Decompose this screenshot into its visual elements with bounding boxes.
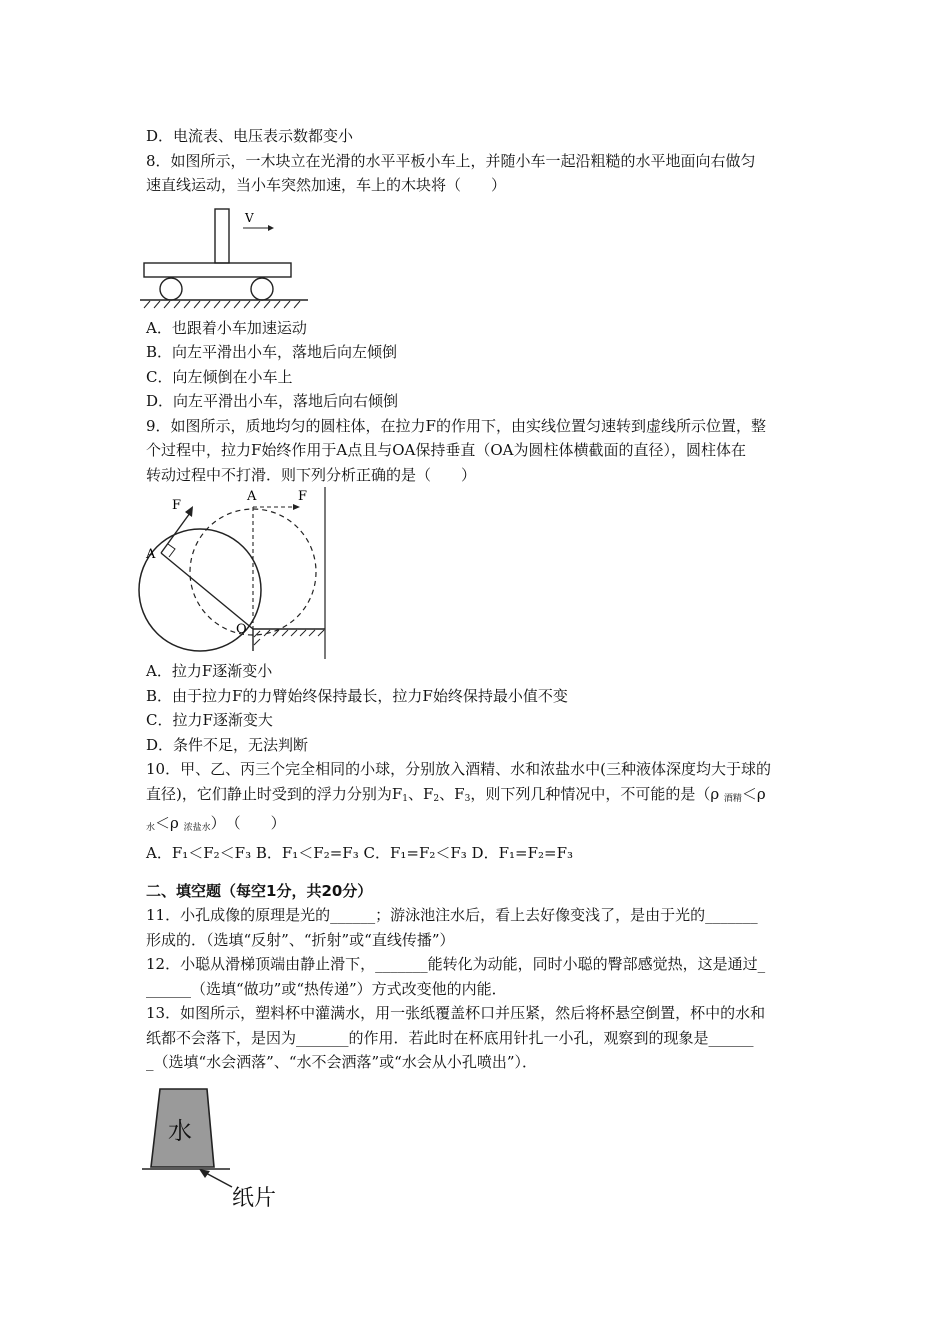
label-a-left: A <box>146 547 156 562</box>
q8-option-d: D．向左平滑出小车，落地后向右倾倒 <box>146 392 399 410</box>
sub-3: 3 <box>464 793 471 804</box>
q13-cup-figure <box>142 1083 312 1213</box>
sub-2: 2 <box>433 793 440 804</box>
sub-1: 1 <box>402 793 408 804</box>
q9-option-d: D．条件不足，无法判断 <box>146 735 309 754</box>
sub-alcohol: 酒精 <box>723 793 742 804</box>
label-a-top: A <box>247 489 257 504</box>
cart-wheel-right <box>251 278 273 300</box>
question-9 <box>146 414 810 758</box>
q9-option-c: C．拉力F逐渐变大 <box>146 711 273 729</box>
q10-options: A．F₁＜F₂＜F₃ B．F₁＜F₂=F₃ C．F₁=F₂＜F₃ D．F₁=F₂=F₃ <box>146 843 573 862</box>
label-f-top: F <box>298 489 308 504</box>
lt-rho: ＜ρ <box>741 784 766 803</box>
q9-stem-line-3: 转动过程中不打滑．则下列分析正确的是（ ） <box>146 465 477 484</box>
ground-hatching <box>144 301 300 308</box>
paper-pointer-line <box>204 1172 232 1187</box>
dashed-force-arrow-head <box>293 504 300 510</box>
q11-line-1: 11．小孔成像的原理是光的______；游泳池注水后，看上去好像变浅了，是由于光的_______ <box>146 906 758 924</box>
q7-option-d: D．电流表、电压表示数都变小 <box>146 127 354 145</box>
paper-label: 纸片 <box>232 1185 277 1211</box>
question-10 <box>146 757 810 865</box>
q8-stem-line-2: 速直线运动，当小车突然加速，车上的木块将（ ） <box>146 176 507 194</box>
step-hatching <box>254 630 324 645</box>
sub-brine: 浓盐水 <box>183 823 211 833</box>
cart-wheel-left <box>160 278 182 300</box>
q11-line-2: 形成的．（选填“反射”、“折射”或“直线传播”） <box>146 930 455 949</box>
q8-stem-line-1: 8．如图所示，一木块立在光滑的水平平板小车上，并随小车一起沿粗糙的水平地面向右做匀 <box>146 151 756 170</box>
q9-stem-line-2: 个过程中，拉力F始终作用于A点且与OA保持垂直（OA为圆柱体横截面的直径），圆柱体在 <box>146 441 747 459</box>
label-f-left: F <box>172 498 182 513</box>
q10-stem-line-3-end: ） （ ） <box>210 814 286 832</box>
exam-page <box>146 124 810 1213</box>
q13-line-3: _（选填“水会洒落”、“水不会洒落”或“水会从小孔喷出”）． <box>146 1053 538 1071</box>
label-o: O <box>236 622 247 637</box>
question-12 <box>146 952 810 1001</box>
sep-2: 、F <box>439 784 465 803</box>
q10-stem-line-2-text: 直径)，它们静止时受到的浮力分别为F <box>146 784 403 803</box>
q8-cart-figure <box>140 204 340 316</box>
q10-stem-line-1: 10．甲、乙、丙三个完全相同的小球，分别放入酒精、水和浓盐水中(三种液体深度均大于球的 <box>146 760 771 778</box>
section-2-title: 二、填空题（每空1分，共20分） <box>146 882 373 900</box>
q9-option-b: B．由于拉力F的力臂始终保持最长，拉力F始终保持最小值不变 <box>146 686 568 705</box>
q8-option-a: A．也跟着小车加速运动 <box>146 318 307 337</box>
sep-1: 、F <box>408 784 434 803</box>
q9-cylinder-figure <box>138 487 338 659</box>
q8-option-c: C．向左倾倒在小车上 <box>146 367 293 386</box>
q9-stem-line-1: 9．如图所示，质地均匀的圆柱体，在拉力F的作用下，由实线位置匀速转到虚线所示位置，整 <box>146 416 766 435</box>
q12-line-1: 12．小聪从滑梯顶端由静止滑下，_______能转化为动能，同时小聪的臀部感觉热，这是通过_ <box>146 955 766 973</box>
lt-rho-2: ＜ρ <box>155 814 184 832</box>
q10-stem-line-3 <box>146 811 810 841</box>
q9-option-a: A．拉力F逐渐变小 <box>146 662 273 680</box>
cart-board <box>144 263 291 277</box>
velocity-label: V <box>245 210 254 225</box>
question-13 <box>146 1001 810 1213</box>
wood-block <box>215 209 229 263</box>
velocity-arrow-head <box>268 225 274 231</box>
sub-water: 水 <box>146 823 156 833</box>
q13-line-2: 纸都不会落下，是因为_______的作用．若此时在杯底用针扎一小孔，观察到的现象是______ <box>146 1028 754 1047</box>
q10-stem-line-2-end: ，则下列几种情况中，不可能的是（ρ <box>470 784 724 803</box>
right-angle-mark <box>168 544 175 557</box>
q10-stem-line-2 <box>146 782 810 812</box>
diameter-oa <box>161 553 253 629</box>
q13-line-1: 13．如图所示，塑料杯中灌满水，用一张纸覆盖杯口并压紧，然后将杯悬空倒置，杯中的水和 <box>146 1004 766 1022</box>
q12-line-2: ______（选填“做功”或“热传递”）方式改变他的内能． <box>146 979 507 998</box>
question-8 <box>146 149 810 414</box>
water-label: 水 <box>168 1116 192 1145</box>
q8-option-b: B．向左平滑出小车，落地后向左倾倒 <box>146 343 398 361</box>
force-line <box>161 513 190 553</box>
question-11 <box>146 903 810 952</box>
